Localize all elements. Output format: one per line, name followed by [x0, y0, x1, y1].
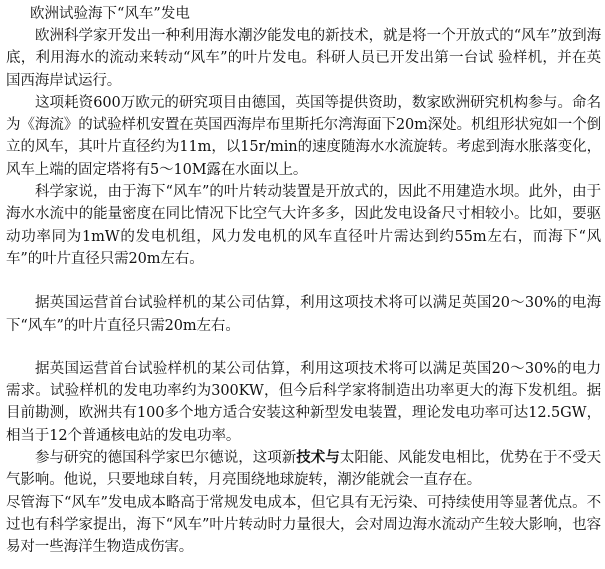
paragraph-6	[6, 447, 601, 492]
paragraph-3: 科学家说，由于海下“风车”的叶片转动装置是开放式的，因此不用建造水坝。此外，由于海水水流中的能量密度在同比情况下比空气大许多多，因此发电设备尺寸相较小。比如，要驱动功率同为1mW的发电机组，风力发电机的风车直径叶片需达到约55m左右，而海下“风车”的叶片直径只需20m左右。	[6, 184, 601, 267]
article-title: 欧洲试验海下“风车”发电	[30, 6, 190, 22]
paragraph-5: 据英国运营首台试验样机的某公司估算，利用这项技术将可以满足英国20～30%的电力需求。试验样机的发电功率约为300KW，但今后科学家将制造出功率更大的海下发机组。据目前勘测，欧洲共有100多个地方适合安装这种新型发电装置，理论发电功率可达12.5GW，相当于12个普通核电站的发电功率。	[6, 360, 601, 444]
article	[6, 3, 601, 559]
paragraph-2: 这项耗资600万欧元的研究项目由德国，英国等提供资助，数家欧洲研究机构参与。命名为《海流》的试验样机安置在英国西海岸布里斯托尔湾海面下20m深处。机组形状宛如一个倒立的风车，其叶片直径约为11m，以15r/min的速度随海水水流旋转。考虑到海水胀落变化，风车上端的固定塔将有5～10M露在水面以上。	[6, 94, 601, 178]
paragraph-4: 据英国运营首台试验样机的某公司估算，利用这项技术将可以满足英国20～30%的电海下“风车”的叶片直径只需20m左右。	[6, 295, 601, 334]
paragraph-6-before: 参与研究的德国科学家巴尔德说，这项新	[35, 450, 297, 467]
paragraph-6-bold: 技术与	[296, 449, 340, 467]
paragraph-1: 欧洲科学家开发出一种利用海水潮汐能发电的新技术，就是将一个开放式的“风车”放到海底，利用海水的流动来转动“风车”的叶片发电。科研人员已开发出第一台试 验样机，并在英国西海岸试运行。	[6, 28, 601, 89]
paragraph-6-after: 太阳能、风能发电相比，优势在于不受天气影响。他说，只要地球自转，月亮围绕地球旋转，潮汐能就会一直存在。	[6, 450, 601, 489]
paragraph-7: 尽管海下“风车”发电成本略高于常规发电成本，但它具有无污染、可持续使用等显著优点。不过也有科学家提出，海下“风车”叶片转动时力量很大，会对周边海水流动产生较大影响，也容易对一些海洋生物造成伤害。	[6, 494, 601, 556]
